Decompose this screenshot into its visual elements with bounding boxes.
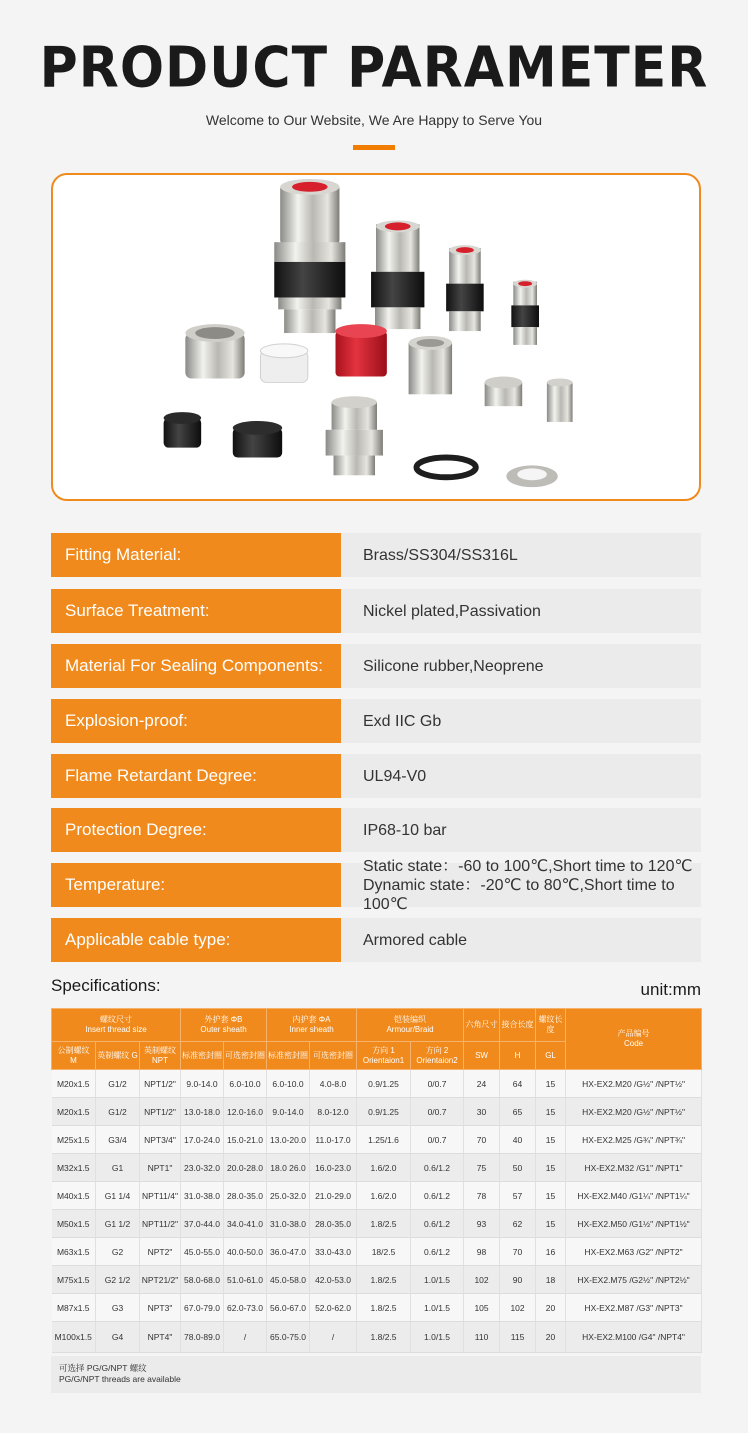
table-cell: 90 xyxy=(500,1266,536,1294)
table-cell: 0/0.7 xyxy=(411,1098,464,1126)
table-cell: M87x1.5 xyxy=(52,1294,96,1322)
table-cell: 15 xyxy=(536,1070,566,1098)
table-cell: / xyxy=(224,1322,267,1353)
table-row xyxy=(52,1322,702,1353)
table-cell: 37.0-44.0 xyxy=(181,1210,224,1238)
table-sub-header xyxy=(536,1042,566,1070)
table-cell: 64 xyxy=(500,1070,536,1098)
white-seal xyxy=(260,344,307,383)
table-cell: HX-EX2.M100 /G4" /NPT4" xyxy=(566,1322,702,1353)
table-cell: 18/2.5 xyxy=(357,1238,411,1266)
table-cell: NPT3/4" xyxy=(140,1126,181,1154)
table-cell: 15 xyxy=(536,1154,566,1182)
table-cell: 15 xyxy=(536,1126,566,1154)
table-cell: G2 xyxy=(96,1238,140,1266)
table-cell: 115 xyxy=(500,1322,536,1353)
table-group-header xyxy=(566,1009,702,1070)
table-cell: 0.9/1.25 xyxy=(357,1098,411,1126)
table-cell: 1.8/2.5 xyxy=(357,1322,411,1353)
param-row xyxy=(51,699,701,743)
param-row xyxy=(51,533,701,577)
table-cell: 75 xyxy=(464,1154,500,1182)
subheader-cn: 公制螺纹 xyxy=(57,1045,90,1055)
param-label: Flame Retardant Degree: xyxy=(51,754,341,798)
table-cell: 31.0-38.0 xyxy=(181,1182,224,1210)
table-cell: 51.0-61.0 xyxy=(224,1266,267,1294)
table-cell: 28.0-35.0 xyxy=(310,1210,357,1238)
table-cell: 78.0-89.0 xyxy=(181,1322,224,1353)
param-value-line: Static state：-60 to 100℃,Short time to 120℃ xyxy=(363,857,693,875)
table-cell: NPT1/2" xyxy=(140,1098,181,1126)
table-cell: 30 xyxy=(464,1098,500,1126)
header-en: Armour/Braid xyxy=(386,1025,434,1034)
table-row xyxy=(52,1098,702,1126)
table-cell: NPT2" xyxy=(140,1238,181,1266)
header-cn: 内护套 ΦA xyxy=(292,1015,331,1024)
subheader-cn: 方向 1 xyxy=(372,1045,395,1055)
table-sub-header xyxy=(310,1042,357,1070)
table-cell: M25x1.5 xyxy=(52,1126,96,1154)
table-cell: G2 1/2 xyxy=(96,1266,140,1294)
table-cell: 0/0.7 xyxy=(411,1070,464,1098)
table-cell: 15 xyxy=(536,1182,566,1210)
product-photo xyxy=(51,173,701,501)
param-value-line: UL94-V0 xyxy=(363,767,427,785)
table-cell: HX-EX2.M75 /G2½" /NPT2½" xyxy=(566,1266,702,1294)
table-cell: M50x1.5 xyxy=(52,1210,96,1238)
table-cell: M32x1.5 xyxy=(52,1154,96,1182)
param-label: Explosion-proof: xyxy=(51,699,341,743)
red-seal xyxy=(336,324,387,376)
gland-small xyxy=(446,245,484,331)
table-cell: 16.0-23.0 xyxy=(310,1154,357,1182)
gland-large xyxy=(274,179,345,333)
table-sub-header xyxy=(464,1042,500,1070)
table-cell: NPT1" xyxy=(140,1154,181,1182)
subheader-en: NPT xyxy=(152,1055,168,1065)
subheader-cn: 标准密封圈 xyxy=(182,1050,223,1060)
subheader-cn: SW xyxy=(475,1050,488,1060)
table-cell: 21.0-29.0 xyxy=(310,1182,357,1210)
unit-label: unit:mm xyxy=(640,980,701,999)
table-cell: NPT1/2" xyxy=(140,1070,181,1098)
table-sub-header xyxy=(500,1042,536,1070)
table-cell: 0/0.7 xyxy=(411,1126,464,1154)
table-cell: 15 xyxy=(536,1210,566,1238)
param-row xyxy=(51,918,701,962)
table-cell: 25.0-32.0 xyxy=(267,1182,310,1210)
page-subtitle: Welcome to Our Website, We Are Happy to Serve You xyxy=(205,112,543,128)
param-value-line: IP68-10 bar xyxy=(363,821,447,839)
header-cn: 产品编号 xyxy=(617,1029,650,1038)
param-value-line: Nickel plated,Passivation xyxy=(363,602,541,620)
threads-note xyxy=(51,1356,701,1393)
header-cn: 铠装编织 xyxy=(394,1015,427,1024)
table-row xyxy=(52,1294,702,1322)
header-cn: 六角尺寸 xyxy=(465,1020,498,1029)
table-cell: 8.0-12.0 xyxy=(310,1098,357,1126)
table-group-header xyxy=(267,1009,357,1042)
header-cn: 接合长度 xyxy=(501,1020,534,1029)
header-en: Code xyxy=(623,1039,644,1048)
param-label: Surface Treatment: xyxy=(51,589,341,633)
table-cell: NPT11/4" xyxy=(140,1182,181,1210)
table-cell: 9.0-14.0 xyxy=(181,1070,224,1098)
black-seal-small xyxy=(164,412,202,448)
subheader-en: M xyxy=(70,1055,77,1065)
table-group-header xyxy=(181,1009,267,1042)
table-cell: HX-EX2.M20 /G½" /NPT½" xyxy=(566,1098,702,1126)
param-value-line: Brass/SS304/SS316L xyxy=(363,546,518,564)
table-cell: 45.0-55.0 xyxy=(181,1238,224,1266)
table-cell: G1 xyxy=(96,1154,140,1182)
table-cell: HX-EX2.M50 /G1½" /NPT1½" xyxy=(566,1210,702,1238)
subheader-cn: H xyxy=(514,1050,521,1060)
table-cell: 12.0-16.0 xyxy=(224,1098,267,1126)
subheader-cn: 标准密封圈 xyxy=(268,1050,309,1060)
param-value xyxy=(341,533,701,577)
table-cell: 1.0/1.5 xyxy=(411,1294,464,1322)
table-cell: NPT3" xyxy=(140,1294,181,1322)
table-cell: 4.0-8.0 xyxy=(310,1070,357,1098)
table-cell: 15.0-21.0 xyxy=(224,1126,267,1154)
param-label: Temperature: xyxy=(51,863,341,907)
table-cell: 0.6/1.2 xyxy=(411,1154,464,1182)
table-cell: M100x1.5 xyxy=(52,1322,96,1353)
accent-divider xyxy=(353,145,395,150)
param-row xyxy=(51,644,701,688)
table-row xyxy=(52,1126,702,1154)
table-sub-header xyxy=(52,1042,96,1070)
table-sub-header xyxy=(224,1042,267,1070)
table-cell: 1.0/1.5 xyxy=(411,1266,464,1294)
table-cell: 58.0-68.0 xyxy=(181,1266,224,1294)
subheader-en: Orientaion1 xyxy=(362,1055,405,1065)
table-sub-header xyxy=(140,1042,181,1070)
header-en: Insert thread size xyxy=(85,1025,147,1034)
ring-metal xyxy=(485,377,523,407)
table-cell: 20 xyxy=(536,1322,566,1353)
table-cell: 1.8/2.5 xyxy=(357,1210,411,1238)
table-cell: 11.0-17.0 xyxy=(310,1126,357,1154)
table-group-header xyxy=(464,1009,500,1042)
table-cell: 24 xyxy=(464,1070,500,1098)
table-cell: 105 xyxy=(464,1294,500,1322)
table-cell: 102 xyxy=(464,1266,500,1294)
table-cell: HX-EX2.M25 /G¾" /NPT¾" xyxy=(566,1126,702,1154)
table-group-header xyxy=(357,1009,464,1042)
black-seal-large xyxy=(233,421,282,458)
table-cell: HX-EX2.M40 /G1¼" /NPT1¼" xyxy=(566,1182,702,1210)
header-en: Inner sheath xyxy=(289,1025,334,1034)
table-cell: 18.0 26.0 xyxy=(267,1154,310,1182)
table-cell: 0.6/1.2 xyxy=(411,1210,464,1238)
table-cell: 16 xyxy=(536,1238,566,1266)
table-cell: 98 xyxy=(464,1238,500,1266)
param-label: Fitting Material: xyxy=(51,533,341,577)
param-label: Protection Degree: xyxy=(51,808,341,852)
header-en: Outer sheath xyxy=(200,1025,247,1034)
table-cell: 70 xyxy=(464,1126,500,1154)
table-sub-header xyxy=(267,1042,310,1070)
table-cell: 67.0-79.0 xyxy=(181,1294,224,1322)
table-cell: 13.0-20.0 xyxy=(267,1126,310,1154)
threads-note-en: PG/G/NPT threads are available xyxy=(59,1374,181,1384)
table-row xyxy=(52,1238,702,1266)
header-cn: 螺纹尺寸 xyxy=(100,1015,132,1024)
table-cell: 0.6/1.2 xyxy=(411,1182,464,1210)
table-cell: 62.0-73.0 xyxy=(224,1294,267,1322)
table-row xyxy=(52,1070,702,1098)
table-group-header xyxy=(500,1009,536,1042)
table-cell: M20x1.5 xyxy=(52,1070,96,1098)
table-cell: NPT4" xyxy=(140,1322,181,1353)
subheader-cn: GL xyxy=(545,1050,556,1060)
table-cell: 78 xyxy=(464,1182,500,1210)
table-sub-header xyxy=(181,1042,224,1070)
table-cell: M75x1.5 xyxy=(52,1266,96,1294)
param-value-line: Armored cable xyxy=(363,931,468,949)
table-cell: 62 xyxy=(500,1210,536,1238)
param-row xyxy=(51,589,701,633)
black-washer xyxy=(417,458,476,478)
table-cell: 9.0-14.0 xyxy=(267,1098,310,1126)
gland-body xyxy=(409,336,452,394)
param-label: Applicable cable type: xyxy=(51,918,341,962)
gland-medium xyxy=(371,220,424,329)
gland-front xyxy=(326,396,383,475)
table-cell: 17.0-24.0 xyxy=(181,1126,224,1154)
table-cell: 93 xyxy=(464,1210,500,1238)
table-cell: M40x1.5 xyxy=(52,1182,96,1210)
param-value xyxy=(341,918,701,962)
param-value xyxy=(341,754,701,798)
table-cell: 65.0-75.0 xyxy=(267,1322,310,1353)
table-cell: 1.8/2.5 xyxy=(357,1266,411,1294)
subheader-cn: 英制螺纹 xyxy=(144,1045,176,1055)
param-row xyxy=(51,808,701,852)
param-row xyxy=(51,857,701,913)
specifications-table xyxy=(51,1008,702,1353)
table-row xyxy=(52,1182,702,1210)
table-cell: 20.0-28.0 xyxy=(224,1154,267,1182)
table-cell: 65 xyxy=(500,1098,536,1126)
table-cell: 0.6/1.2 xyxy=(411,1238,464,1266)
param-value-line: Silicone rubber,Neoprene xyxy=(363,657,544,675)
table-cell: 1.0/1.5 xyxy=(411,1322,464,1353)
table-cell: 1.8/2.5 xyxy=(357,1294,411,1322)
table-cell: HX-EX2.M63 /G2" /NPT2" xyxy=(566,1238,702,1266)
table-cell: 1.6/2.0 xyxy=(357,1182,411,1210)
subheader-cn: 英制螺纹 G xyxy=(97,1050,138,1060)
table-cell: 110 xyxy=(464,1322,500,1353)
table-cell: HX-EX2.M20 /G½" /NPT½" xyxy=(566,1070,702,1098)
subheader-cn: 可选密封圈 xyxy=(225,1050,266,1060)
table-cell: 18 xyxy=(536,1266,566,1294)
param-value xyxy=(341,644,701,688)
page-title: PRODUCT PARAMETER xyxy=(39,35,709,101)
param-value xyxy=(341,857,701,913)
table-row xyxy=(52,1266,702,1294)
table-cell: 20 xyxy=(536,1294,566,1322)
table-cell: G3/4 xyxy=(96,1126,140,1154)
table-cell: G3 xyxy=(96,1294,140,1322)
table-cell: NPT11/2" xyxy=(140,1210,181,1238)
table-cell: M20x1.5 xyxy=(52,1098,96,1126)
table-row xyxy=(52,1210,702,1238)
table-cell: 40.0-50.0 xyxy=(224,1238,267,1266)
table-cell: HX-EX2.M32 /G1" /NPT1" xyxy=(566,1154,702,1182)
table-cell: 56.0-67.0 xyxy=(267,1294,310,1322)
table-cell: / xyxy=(310,1322,357,1353)
table-sub-header xyxy=(357,1042,411,1070)
table-sub-header xyxy=(411,1042,464,1070)
header-cn: 外护套 ΦB xyxy=(204,1015,243,1024)
param-value-line: Exd IIC Gb xyxy=(363,712,442,730)
table-row xyxy=(52,1154,702,1182)
table-cell: 13.0-18.0 xyxy=(181,1098,224,1126)
subheader-en: Orientaion2 xyxy=(416,1055,458,1065)
ferrule xyxy=(547,378,573,421)
lock-nut xyxy=(506,465,557,487)
table-cell: 102 xyxy=(500,1294,536,1322)
header-cn: 螺纹长度 xyxy=(538,1015,563,1034)
table-cell: 6.0-10.0 xyxy=(224,1070,267,1098)
table-cell: 50 xyxy=(500,1154,536,1182)
cable-gland-illustration xyxy=(53,175,699,499)
dome-nut xyxy=(185,324,244,378)
param-value xyxy=(341,699,701,743)
table-cell: 40 xyxy=(500,1126,536,1154)
table-cell: 52.0-62.0 xyxy=(310,1294,357,1322)
table-cell: 57 xyxy=(500,1182,536,1210)
table-cell: 36.0-47.0 xyxy=(267,1238,310,1266)
subheader-cn: 方向 2 xyxy=(425,1045,449,1055)
table-cell: G1 1/4 xyxy=(96,1182,140,1210)
table-group-header xyxy=(52,1009,181,1042)
table-cell: 0.9/1.25 xyxy=(357,1070,411,1098)
table-cell: 31.0-38.0 xyxy=(267,1210,310,1238)
specifications-title: Specifications: xyxy=(51,976,161,995)
table-cell: 1.6/2.0 xyxy=(357,1154,411,1182)
table-cell: 6.0-10.0 xyxy=(267,1070,310,1098)
param-label: Material For Sealing Components: xyxy=(51,644,341,688)
param-value xyxy=(341,808,701,852)
table-sub-header xyxy=(96,1042,140,1070)
table-cell: G1 1/2 xyxy=(96,1210,140,1238)
table-cell: 28.0-35.0 xyxy=(224,1182,267,1210)
table-cell: G4 xyxy=(96,1322,140,1353)
table-cell: 70 xyxy=(500,1238,536,1266)
table-cell: 33.0-43.0 xyxy=(310,1238,357,1266)
table-cell: NPT21/2" xyxy=(140,1266,181,1294)
table-cell: 15 xyxy=(536,1098,566,1126)
param-row xyxy=(51,754,701,798)
threads-note-cn: 可选择 PG/G/NPT 螺纹 xyxy=(59,1363,147,1373)
gland-mini xyxy=(511,280,539,345)
table-group-header xyxy=(536,1009,566,1042)
table-cell: 1.25/1.6 xyxy=(357,1126,411,1154)
table-cell: 42.0-53.0 xyxy=(310,1266,357,1294)
table-cell: G1/2 xyxy=(96,1098,140,1126)
table-cell: HX-EX2.M87 /G3" /NPT3" xyxy=(566,1294,702,1322)
param-value-line: Dynamic state：-20℃ to 80℃,Short time to 100℃ xyxy=(363,876,675,913)
table-cell: M63x1.5 xyxy=(52,1238,96,1266)
table-cell: 34.0-41.0 xyxy=(224,1210,267,1238)
param-value xyxy=(341,589,701,633)
subheader-cn: 可选密封圈 xyxy=(313,1050,354,1060)
table-cell: G1/2 xyxy=(96,1070,140,1098)
table-cell: 23.0-32.0 xyxy=(181,1154,224,1182)
table-cell: 45.0-58.0 xyxy=(267,1266,310,1294)
